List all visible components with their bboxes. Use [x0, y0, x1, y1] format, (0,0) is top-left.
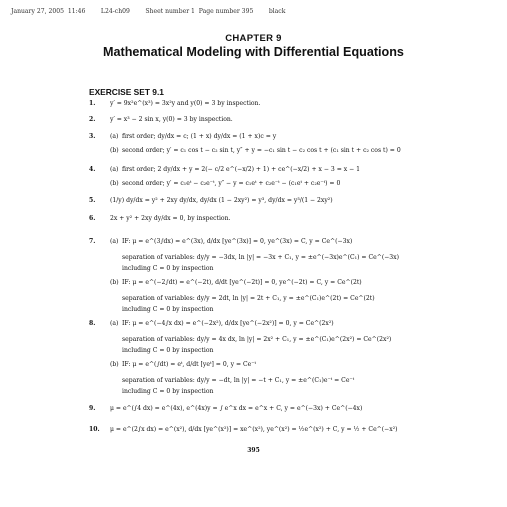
part-label: (b) — [110, 279, 119, 286]
exercise-line: (1/y) dy/dx = y² + 2xy dy/dx, dy/dx (1 − 2xy²) = y³, dy/dx = y³/(1 − 2xy²) — [110, 197, 333, 204]
part-text: separation of variables: dy/y = −3dx, ln |y| = −3x + C₁, y = ±e^(−3x)e^(C₁) = Ce^(−3x) — [122, 254, 399, 261]
exercise-6 — [89, 215, 489, 223]
exercise-10 — [89, 426, 489, 434]
exercise-part — [110, 361, 490, 397]
chapter-label: CHAPTER 9 — [225, 33, 282, 44]
exercise-5 — [89, 197, 489, 205]
part-text: separation of variables: dy/y = 4x dx, ln |y| = 2x² + C₁, y = ±e^(C₁)e^(2x²) = Ce^(2x²) — [122, 336, 392, 343]
part-label: (b) — [110, 180, 119, 187]
running-header: January 27, 2005 11:46 L24-ch09 Sheet number 1 Page number 395 black — [11, 8, 286, 15]
part-label: (b) — [110, 361, 119, 368]
exercise-number: 5. — [89, 197, 96, 204]
part-text: separation of variables: dy/y = −dt, ln |y| = −t + C₁, y = ±e^(C₁)e⁻ᵗ = Ce⁻ᵗ — [122, 377, 355, 384]
part-text: first order; dy/dx = c; (1 + x) dy/dx = (1 + x)c = y — [122, 133, 277, 140]
exercise-number: 7. — [89, 238, 96, 245]
exercise-line: μ = e^(2∫x dx) = e^(x²), d/dx [ye^(x²)] = xe^(x²), ye^(x²) = ½e^(x²) + C, y = ½ + Ce^(−x²) — [110, 426, 398, 433]
exercise-number: 9. — [89, 405, 96, 412]
part-text: including C = 0 by inspection — [122, 306, 214, 313]
part-text: separation of variables: dy/y = 2dt, ln |y| = 2t + C₁, y = ±e^(C₁)e^(2t) = Ce^(2t) — [122, 295, 375, 302]
exercise-line: 2x + y² + 2xy dy/dx = 0, by inspection. — [110, 215, 231, 222]
part-text: including C = 0 by inspection — [122, 265, 214, 272]
exercise-set-heading: EXERCISE SET 9.1 — [89, 87, 164, 97]
exercise-part — [110, 147, 490, 155]
exercise-1 — [89, 100, 489, 108]
part-label: (a) — [110, 133, 119, 140]
page-number: 395 — [247, 447, 260, 454]
exercise-8 — [89, 320, 489, 402]
exercise-number: 1. — [89, 100, 96, 107]
exercise-line: y′ = x³ − 2 sin x, y(0) = 3 by inspection. — [110, 116, 233, 123]
exercise-number: 10. — [89, 426, 100, 433]
part-text: including C = 0 by inspection — [122, 388, 214, 395]
exercise-number: 8. — [89, 320, 96, 327]
part-text: IF: μ = e^(−4∫x dx) = e^(−2x²), d/dx [ye^(−2x²)] = 0, y = Ce^(2x²) — [122, 320, 334, 327]
exercise-2 — [89, 116, 489, 124]
part-label: (a) — [110, 238, 119, 245]
exercise-number: 6. — [89, 215, 96, 222]
part-text: IF: μ = e^(∫dt) = eᵗ, d/dt [yeᵗ] = 0, y = Ce⁻ᵗ — [122, 361, 256, 368]
exercise-part — [110, 320, 490, 356]
exercise-line: y′ = 9x²e^(x³) = 3x²y and y(0) = 3 by inspection. — [110, 100, 261, 107]
exercise-part — [110, 133, 490, 141]
part-text: IF: μ = e^(−2∫dt) = e^(−2t), d/dt [ye^(−2t)] = 0, ye^(−2t) = C, y = Ce^(2t) — [122, 279, 362, 286]
part-label: (b) — [110, 147, 119, 154]
exercise-part — [110, 180, 490, 188]
exercise-7 — [89, 238, 489, 324]
exercise-number: 3. — [89, 133, 96, 140]
part-text: including C = 0 by inspection — [122, 347, 214, 354]
exercise-number: 2. — [89, 116, 96, 123]
exercise-part — [110, 279, 490, 315]
part-text: first order; 2 dy/dx + y = 2(− c/2 e^(−x/2) + 1) + ce^(−x/2) + x − 3 = x − 1 — [122, 166, 361, 173]
exercise-number: 4. — [89, 166, 96, 173]
part-label: (a) — [110, 166, 119, 173]
chapter-title: Mathematical Modeling with Differential Equations — [103, 45, 404, 59]
exercise-part — [110, 238, 490, 274]
exercise-3 — [89, 133, 489, 155]
part-label: (a) — [110, 320, 119, 327]
exercise-4 — [89, 166, 489, 188]
part-text: IF: μ = e^(3∫dx) = e^(3x), d/dx [ye^(3x)] = 0, ye^(3x) = C, y = Ce^(−3x) — [122, 238, 353, 245]
exercise-part — [110, 166, 490, 174]
part-text: second order; y′ = c₁eᵗ − c₂e⁻ᵗ, y″ − y = c₁eᵗ + c₂e⁻ᵗ − (c₁eᵗ + c₂e⁻ᵗ) = 0 — [122, 180, 341, 187]
exercise-line: μ = e^(∫4 dx) = e^(4x), e^(4x)y = ∫ e^x dx = e^x + C, y = e^(−3x) + Ce^(−4x) — [110, 405, 363, 412]
exercise-9 — [89, 405, 489, 413]
part-text: second order; y′ = c₁ cos t − c₂ sin t, y″ + y = −c₁ sin t − c₂ cos t + (c₁ sin t + c₂ cos t) = 0 — [122, 147, 401, 154]
